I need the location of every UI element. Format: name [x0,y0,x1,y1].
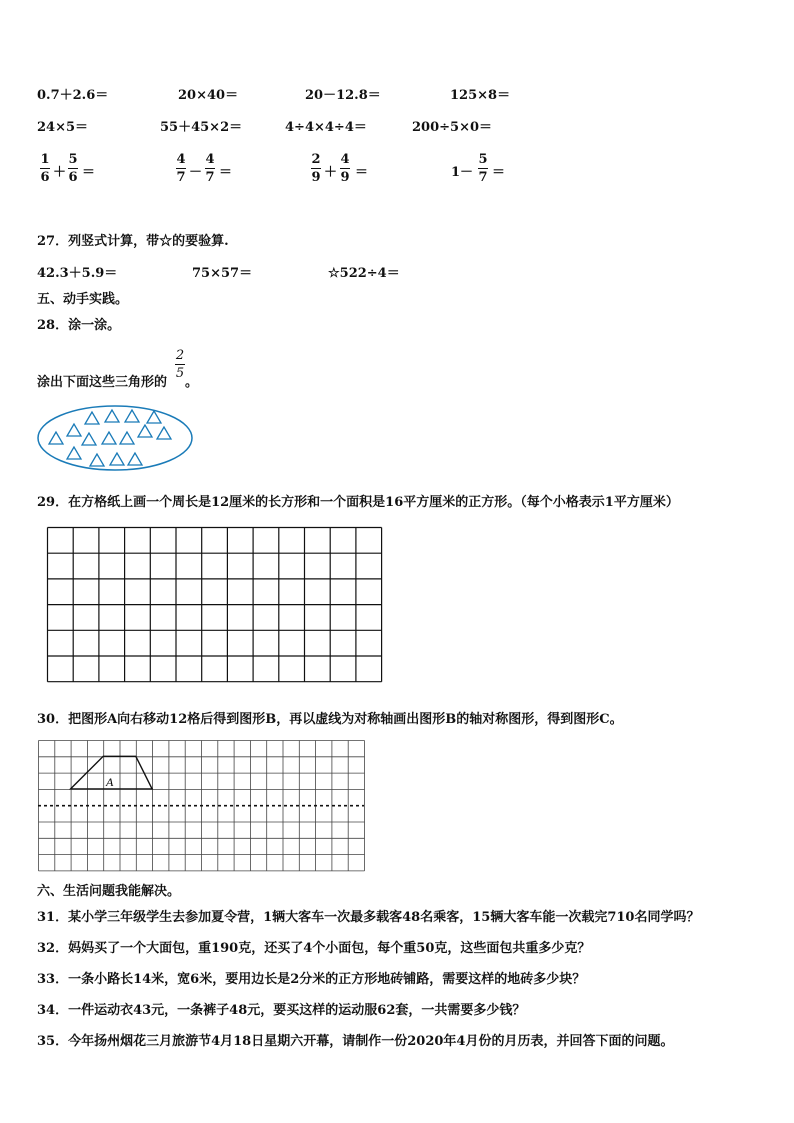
fraction: 4 9 [340,152,350,185]
oral-item: 55＋45×2＝ [160,120,243,135]
fraction-two-fifths: 2 5 [175,348,185,381]
question-33: 33．一条小路长14米，宽6米，要用边长是2分米的正方形地砖铺路，需要这样的地砖多少块？ [37,972,586,987]
operator: － [189,165,203,180]
vertical-calc-item: ☆522÷4＝ [328,266,400,281]
triangle-shape[interactable] [125,410,139,422]
triangle-shape[interactable] [67,447,81,459]
square-grid-q30[interactable] [38,740,366,866]
triangle-shape[interactable] [120,432,134,444]
square-grid-q29[interactable] [47,527,383,683]
operator: ＋ [324,165,338,180]
equals: ＝ [82,165,96,180]
section-heading: 六、生活问题我能解决。 [37,884,181,899]
question-34: 34．一件运动衣43元，一条裤子48元，要买这样的运动服62套，一共需要多少钱？ [37,1003,526,1018]
question-31: 31．某小学三年级学生去参加夏令营，1辆大客车一次最多载客48名乘客，15辆大客车能一次载完710名同学吗？ [37,910,700,925]
oral-item: 20－12.8＝ [305,88,381,103]
oral-item: 125×8＝ [450,88,511,103]
triangle-shape[interactable] [147,411,161,423]
question-32: 32．妈妈买了一个大面包，重190克，还买了4个小面包，每个重50克，这些面包共重多少克？ [37,941,591,956]
equals: ＝ [492,165,506,180]
prompt-tail: 。 [185,375,199,390]
fraction: 2 9 [311,152,321,185]
oral-item: 20×40＝ [178,88,239,103]
triangle-shape[interactable] [138,425,152,437]
triangle-shape[interactable] [90,454,104,466]
triangle-shape[interactable] [157,427,171,439]
vertical-calc-item: 75×57＝ [192,266,253,281]
triangle-shape[interactable] [110,453,124,465]
fraction: 1 6 [40,152,50,185]
equals: ＝ [355,165,369,180]
triangle-shape[interactable] [67,424,81,436]
operator: 1－ [451,165,474,180]
fraction: 5 6 [68,152,78,185]
shape-a-label: A [106,775,114,789]
operator: ＋ [53,165,67,180]
question-30-title: 30．把图形A向右移动12格后得到图形B，再以虚线为对称轴画出图形B的轴对称图形，得到图形C。 [37,712,623,727]
equals: ＝ [219,165,233,180]
question-28-title: 28．涂一涂。 [37,318,121,333]
triangle-ellipse-figure [37,405,197,475]
question-35: 35．今年扬州烟花三月旅游节4月18日星期六开幕，请制作一份2020年4月份的月历表，并回答下面的问题。 [37,1034,674,1049]
triangle-shape[interactable] [85,412,99,424]
question-29-title: 29．在方格纸上画一个周长是12厘米的长方形和一个面积是16平方厘米的正方形。（每个小格表示1平方厘米） [37,495,679,510]
oral-item: 4÷4×4÷4＝ [285,120,367,135]
vertical-calc-item: 42.3＋5.9＝ [37,266,118,281]
question-28-prompt: 涂出下面这些三角形的 [37,375,168,390]
oral-item: 200÷5×0＝ [412,120,493,135]
triangle-shape[interactable] [105,410,119,422]
oral-item: 24×5＝ [37,120,89,135]
triangle-shape[interactable] [128,453,142,465]
section-heading: 五、动手实践。 [37,292,129,307]
triangle-shape[interactable] [82,433,96,445]
triangle-shape[interactable] [102,432,116,444]
fraction: 5 7 [478,152,488,185]
oral-item: 0.7＋2.6＝ [37,88,109,103]
fraction: 4 7 [205,152,215,185]
fraction: 4 7 [176,152,186,185]
triangle-shape[interactable] [49,432,63,444]
question-27-title: 27．列竖式计算，带☆的要验算. [37,234,229,249]
